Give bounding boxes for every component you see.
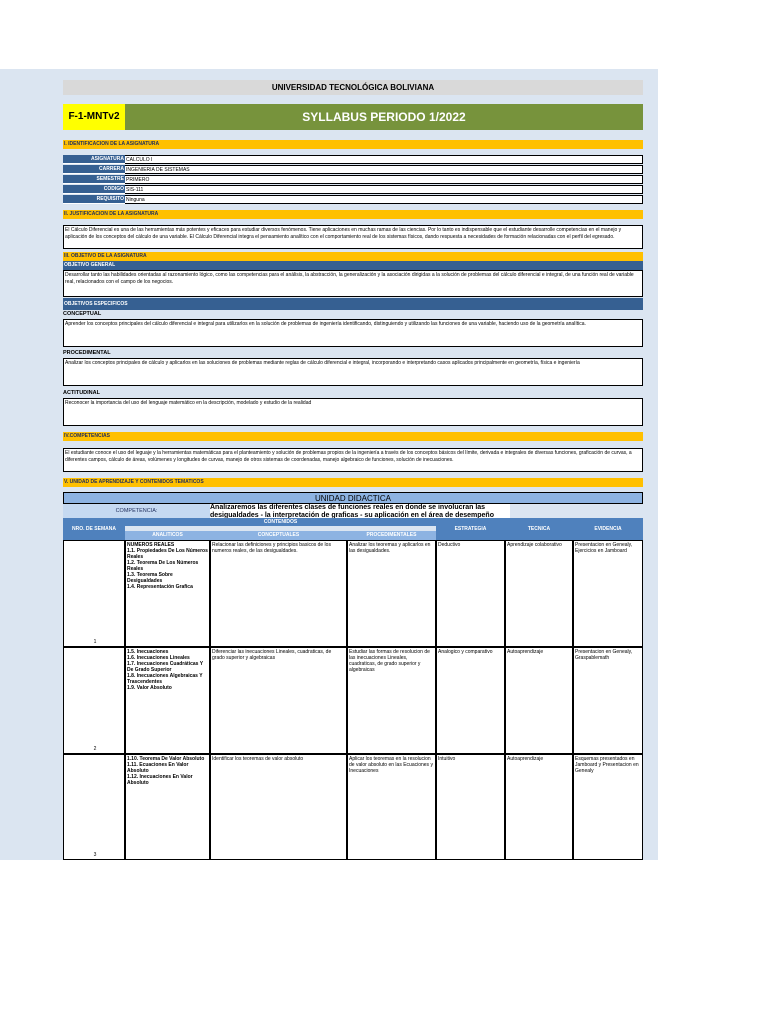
evidence-cell[interactable]: Presentacion en Genealy, Graspablemath <box>573 647 643 754</box>
header-evidence: EVIDENCIA <box>573 518 643 540</box>
form-code: F-1-MNTv2 <box>63 104 125 130</box>
week-cell <box>63 540 125 647</box>
competencies-text[interactable]: El estudiante conoce el uso del leguaje y la herramientas matemáticas para el planteamiento y solución de problemas propios de la ingeniería a través de los conceptos básicos del límite, derivada e integrales de diversas funciones, graficación de curvas, a diferentes campos, cálculo de áreas, volúmenes y longitudes de curvas, manejo de otros sistemas de coordenadas, manejo algebraico de funciones, solución de inecuaciones. <box>63 448 643 472</box>
id-value-codigo[interactable]: SIS-111 <box>125 185 643 194</box>
header-procedimental: PROCEDIMENTALES <box>347 531 436 540</box>
competencia-text[interactable]: Analizaremos las diferentes clases de funciones reales en donde se involucran las desigualdades - la interpretación de graficas - su aplicación en el área de desempeño <box>210 504 510 518</box>
id-label-carrera: CARRERA <box>63 165 125 174</box>
procedimental-label: PROCEDIMENTAL <box>63 350 111 356</box>
id-value-semestre[interactable]: PRIMERO <box>125 175 643 184</box>
id-label-codigo: CODIGO <box>63 185 125 194</box>
id-label-requisito: REQUISITO <box>63 195 125 204</box>
technique-cell[interactable]: Autoaprendizaje <box>505 754 573 860</box>
technique-cell[interactable]: Autoaprendizaje <box>505 647 573 754</box>
id-value-requisito[interactable]: Ninguna <box>125 195 643 204</box>
university-title: UNIVERSIDAD TECNOLÓGICA BOLIVIANA <box>63 80 643 95</box>
header-conceptual: CONCEPTUALES <box>210 531 347 540</box>
week-number: 3 <box>93 852 97 858</box>
week-number: 1 <box>93 639 97 645</box>
general-objective-label: OBJETIVO GENERAL <box>63 261 643 270</box>
analytic-cell[interactable]: NUMEROS REALES 1.1. Propiedades De Los Números Reales 1.2. Teorema De Los Números Reales 1.3. Teorema Sobre Desigualdades 1.4. Representación Grafica <box>125 540 210 647</box>
conceptual-cell[interactable]: Identificar los teoremas de valor absoluto <box>210 754 347 860</box>
conceptual-label: CONCEPTUAL <box>63 311 102 317</box>
header-contents: CONTENIDOS <box>125 518 436 526</box>
strategy-cell[interactable]: Analogico y comparativo <box>436 647 505 754</box>
section-units: V. UNIDAD DE APRENDIZAJE Y CONTENIDOS TEMATICOS <box>63 478 643 487</box>
week-number: 2 <box>93 746 97 752</box>
week-cell <box>63 647 125 754</box>
evidence-cell[interactable]: Presentacion en Genealy, Ejercicios en Jamboard <box>573 540 643 647</box>
header-analytic: ANALITICOS <box>125 531 210 540</box>
actitudinal-text[interactable]: Reconocer la importancia del uso del lenguaje matemático en la descripción, modelado y estudio de la realidad <box>63 398 643 426</box>
id-value-asignatura[interactable]: CALCULO I <box>125 155 643 164</box>
analytic-cell[interactable]: 1.10. Teorema De Valor Absoluto 1.11. Ecuaciones En Valor Absoluto 1.12. Inecuaciones En Valor Absoluto <box>125 754 210 860</box>
section-objectives: III. OBJETIVO DE LA ASIGNATURA <box>63 252 643 261</box>
id-label-semestre: SEMESTRE <box>63 175 125 184</box>
procedimental-cell[interactable]: Aplicar los teoremas en la resolucion de valor absoluto en las Ecuaciones y Inecuaciones <box>347 754 436 860</box>
procedimental-cell[interactable]: Analizar los teoremas y aplicarlos en las desigualdades. <box>347 540 436 647</box>
id-value-carrera[interactable]: INGENIERIA DE SISTEMAS <box>125 165 643 174</box>
section-competencies: IV.COMPETENCIAS <box>63 432 643 441</box>
id-label-asignatura: ASIGNATURA <box>63 155 125 164</box>
general-objective-text[interactable]: Desarrollar tanto las habilidades orientadas al razonamiento lógico, como las competencias para el análisis, la abstracción, la generalización y la asociación dirigidas a la solución de problemas del cálculo diferencial e integral, de una función real de variable real, relacionados con el campo de los negocios. <box>63 270 643 297</box>
header-strategy: ESTRATEGIA <box>436 518 505 540</box>
justification-text[interactable]: El Cálculo Diferencial es una de las herramientas más potentes y eficaces para estudiar diversos fenómenos. Tiene aplicaciones en muchas ramas de las ciencias. Por lo tanto es indispensable que el estudiante desarrolle competencias en el manejo y aplicación de los conceptos del cálculo de una variable. El Cálculo Diferencial integra el pensamiento analítico con el comportamiento real de los sistemas físicos, dando respuesta a necesidades de formación relacionadas con el perfil del egresado. <box>63 225 643 249</box>
evidence-cell[interactable]: Esquemas presentados en Jamboard y Presentacion en Genealy <box>573 754 643 860</box>
strategy-cell[interactable]: Deductivo <box>436 540 505 647</box>
conceptual-cell[interactable]: Diferenciar las inecuaciones Lineales, cuadraticas, de grado superior y algebraicas <box>210 647 347 754</box>
header-technique: TECNICA <box>505 518 573 540</box>
week-cell <box>63 754 125 860</box>
syllabus-title: SYLLABUS PERIODO 1/2022 <box>125 104 643 130</box>
technique-cell[interactable]: Aprendizaje colaborativo <box>505 540 573 647</box>
specific-objectives-label: OBJETIVOS ESPECIFICOS <box>63 298 643 310</box>
section-identification: I. IDENTIFICACION DE LA ASIGNATURA <box>63 140 643 149</box>
actitudinal-label: ACTITUDINAL <box>63 390 100 396</box>
section-justification: II. JUSTIFICACION DE LA ASIGNATURA <box>63 210 643 219</box>
procedimental-cell[interactable]: Estudiar las formas de resolucion de las inecuaciones Lineales, cuadraticas, de grado superior y algebraicas <box>347 647 436 754</box>
procedimental-text[interactable]: Analizar los conceptos principales de cálculo y aplicarlos en las soluciones de problemas mediante reglas de cálculo diferencial e integral, incorporando e interpretando casos aplicados principalmente en geometría, física e ingeniería <box>63 358 643 386</box>
strategy-cell[interactable]: Intuitivo <box>436 754 505 860</box>
header-week: NRO. DE SEMANA <box>63 518 125 540</box>
analytic-cell[interactable]: 1.5. Inecuaciones 1.6. Inecuaciones Lineales 1.7. Inecuaciones Cuadráticas Y De Grado Superior 1.8. Inecuaciones Algebraicas Y Trascendentes 1.9. Valor Absoluto <box>125 647 210 754</box>
unit-title: UNIDAD DIDACTICA <box>63 492 643 504</box>
competencia-label: COMPETENCIA: <box>63 504 210 518</box>
conceptual-text[interactable]: Aprender los conceptos principales del cálculo diferencial e integral para utilizarlos en la solución de problemas de ingeniería identificando, distinguiendo y utilizando las funciones de una variable, haciendo uso de la geometría analítica. <box>63 319 643 347</box>
conceptual-cell[interactable]: Relacionar las definiciones y principios basicos de los numeros reales, de las desigualdades. <box>210 540 347 647</box>
